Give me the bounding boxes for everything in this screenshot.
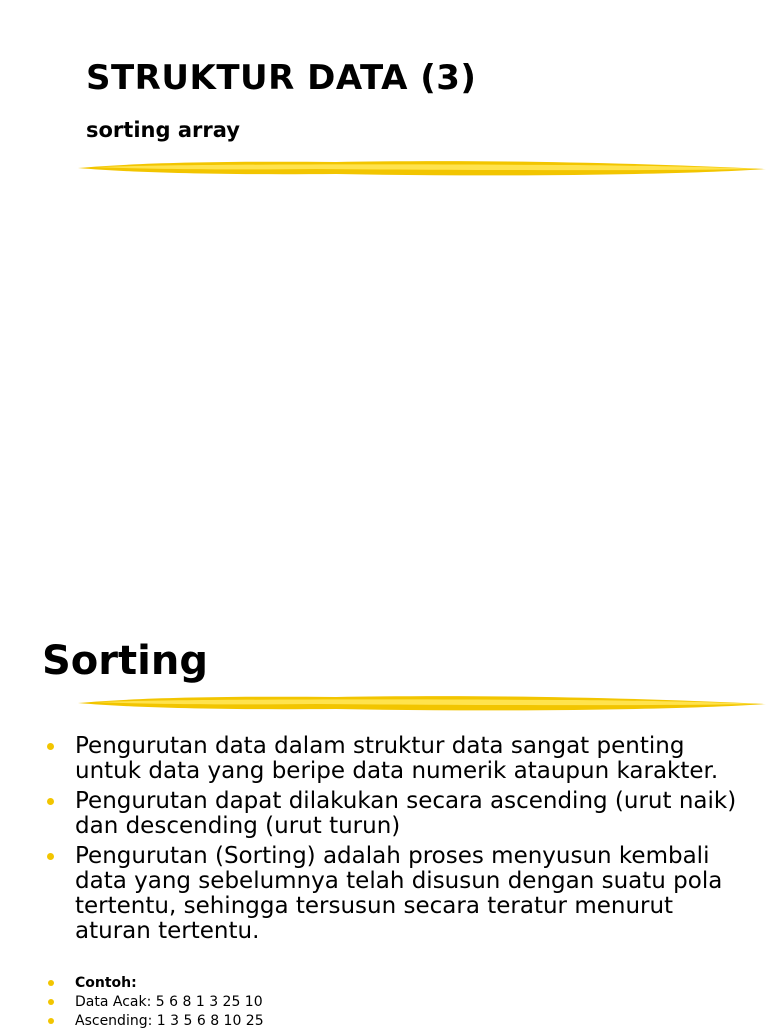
example-text: Data Acak: 5 6 8 1 3 25 10 — [75, 994, 263, 1010]
highlighter-stroke-divider — [76, 690, 768, 716]
bullet-item — [75, 734, 755, 784]
bullet-text: Pengurutan dapat dilakukan secara ascending (urut naik) dan descending (urut turun) — [75, 788, 737, 839]
example-item — [75, 974, 755, 993]
example-list — [75, 974, 755, 1031]
bullet-list — [75, 734, 755, 949]
example-item — [75, 993, 755, 1012]
slide-2-title: Sorting — [42, 638, 208, 684]
slide-1-subtitle: sorting array — [86, 118, 240, 142]
example-label: Contoh: — [75, 975, 137, 991]
bullet-dot-icon — [47, 853, 54, 860]
bullet-text: Pengurutan (Sorting) adalah proses menyusun kembali data yang sebelumnya telah disusun dengan suatu pola tertentu, sehingga tersusun secara teratur menurut aturan tertentu. — [75, 843, 723, 944]
bullet-item — [75, 789, 755, 839]
bullet-text: Pengurutan data dalam struktur data sangat penting untuk data yang beripe data numerik ataupun karakter. — [75, 733, 719, 784]
highlighter-stroke-divider — [76, 155, 768, 181]
bullet-dot-icon — [48, 1018, 54, 1024]
example-text: Ascending: 1 3 5 6 8 10 25 — [75, 1013, 264, 1029]
bullet-dot-icon — [48, 980, 54, 986]
example-item — [75, 1012, 755, 1031]
bullet-dot-icon — [47, 798, 54, 805]
bullet-dot-icon — [47, 743, 54, 750]
slide-1-title: STRUKTUR DATA (3) — [86, 58, 477, 98]
bullet-item — [75, 844, 755, 944]
bullet-dot-icon — [48, 999, 54, 1005]
